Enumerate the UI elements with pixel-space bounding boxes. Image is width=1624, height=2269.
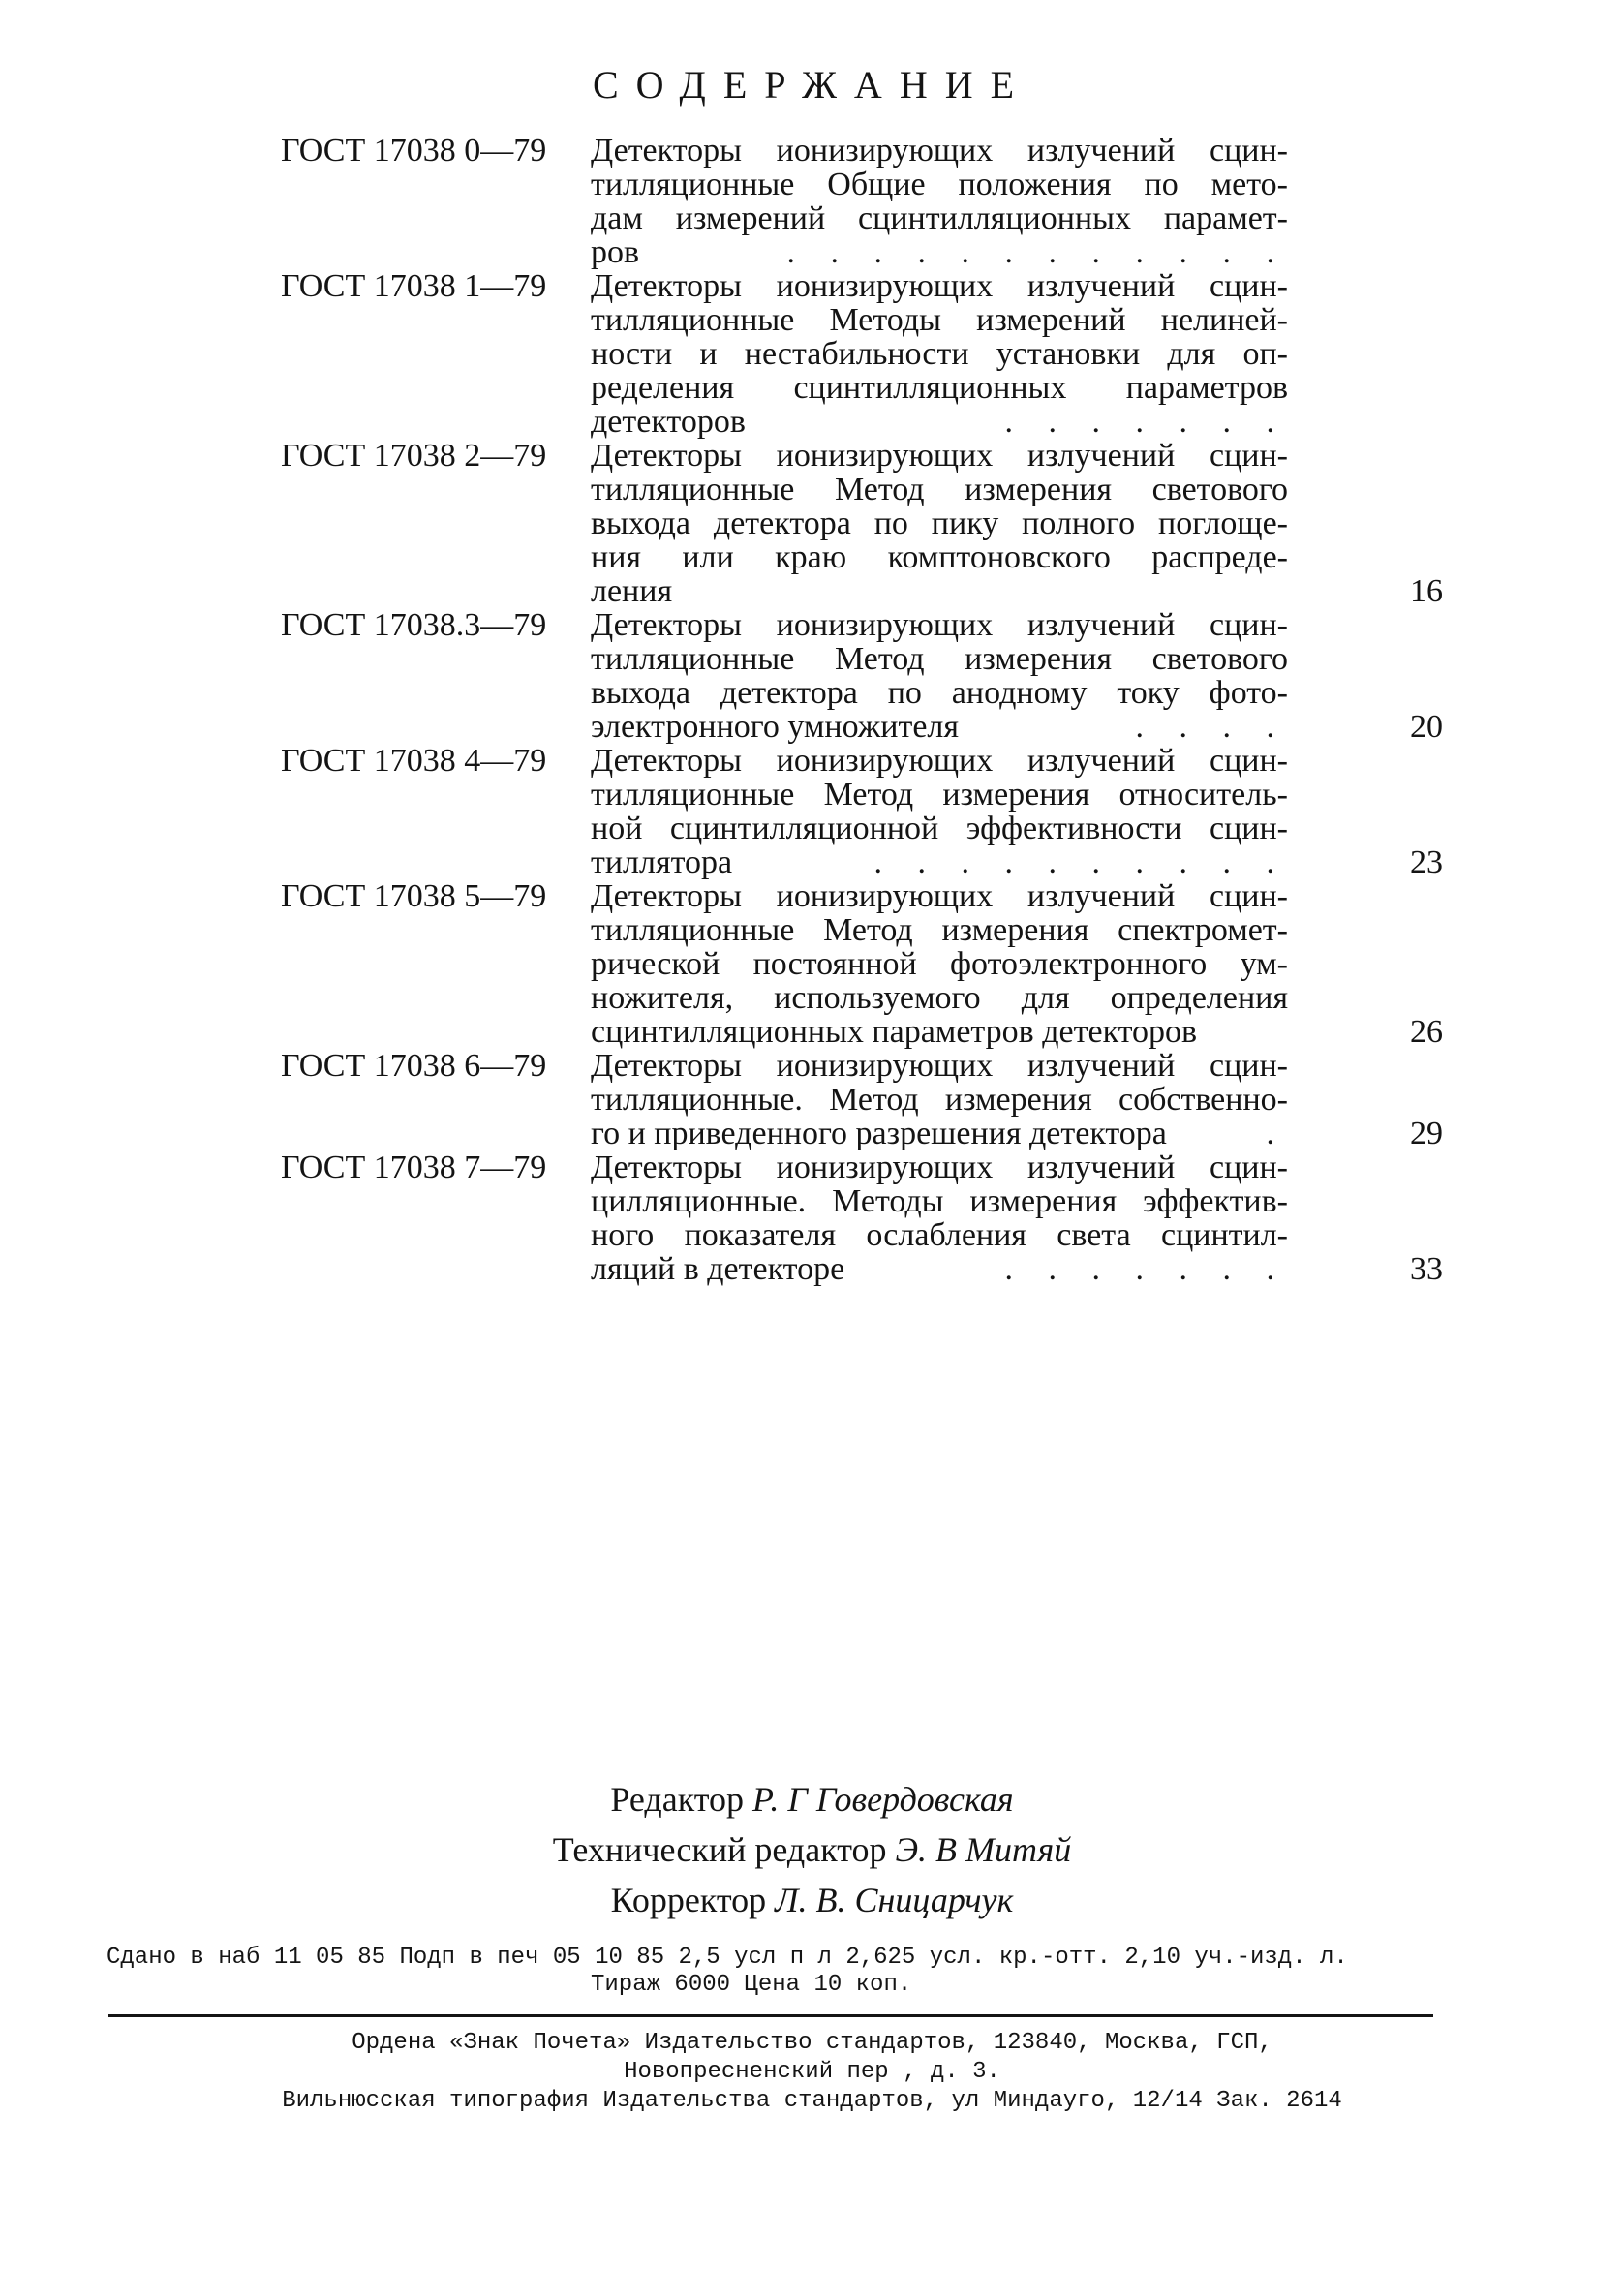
toc-entry-line-text: тиллятора [591,844,733,880]
toc-leader-dots: . . . . . . . . . . [873,844,1288,880]
toc-entry-line: цилляционные. Методы измерения эффектив- [591,1183,1288,1219]
toc-entry-line: ности и нестабильности установки для оп- [591,336,1288,372]
toc-entry [281,744,1443,879]
credit-name: Р. Г Говердовская [751,1780,1014,1819]
toc-page-number: 26 [1410,1014,1443,1050]
toc-entry-line: тилляционные Методы измерений нелиней- [591,302,1288,338]
credit-editor [0,1774,1624,1824]
toc-entry-line-text: детекторов [591,404,746,440]
printer-line: Вильнюсская типография Издательства стандартов, ул Миндауго, 12/14 Зак. 2614 [282,2088,1342,2114]
publisher-info [0,2029,1624,2116]
toc-entry-line [591,1252,1288,1286]
toc-leader-dots: . . . . . . . . . . . . [786,234,1288,270]
publisher-line: Ордена «Знак Почета» Издательство стандартов, 123840, Москва, ГСП, [352,2030,1272,2056]
toc-entry-line: тилляционные Общие положения по мето- [591,167,1288,202]
toc-entry-code: ГОСТ 17038 0—79 [281,133,547,169]
toc-entry-line-text: ления [591,573,673,609]
divider [108,2014,1433,2017]
toc-entry-code: ГОСТ 17038 1—79 [281,268,547,304]
toc-entry-line: выхода детектора по анодному току фото- [591,675,1288,711]
toc-entry-line [591,845,1288,879]
toc-leader-dots: . [1266,1116,1288,1151]
toc-entry-line [591,405,1288,439]
toc-entry-title [591,1150,1288,1286]
print-run-line: Тираж 6000 Цена 10 коп. [591,1972,912,1998]
toc-entry-code: ГОСТ 17038 2—79 [281,438,547,474]
toc-entry [281,439,1443,608]
toc-entry-line-text: го и приведенного разрешения детектора [591,1116,1167,1151]
toc-entry-code: ГОСТ 17038 6—79 [281,1048,547,1084]
toc-entry [281,879,1443,1049]
toc-entry-line: Детекторы ионизирующих излучений сцин- [591,743,1288,779]
toc-entry-title [591,744,1288,879]
toc-entry-line: Детекторы ионизирующих излучений сцин- [591,878,1288,914]
toc-page-number: 20 [1410,709,1443,745]
toc-entry [281,1150,1443,1286]
toc-entry-line-text: ляций в детекторе [591,1251,845,1287]
toc-entry [281,269,1443,439]
toc-entry-line: Детекторы ионизирующих излучений сцин- [591,268,1288,304]
toc-entry-line [591,1015,1288,1049]
toc-entry-line-text: сцинтилляционных параметров детекторов [591,1014,1198,1050]
toc-entry-line: ной сцинтилляционной эффективности сцин- [591,811,1288,846]
credit-role: Корректор [610,1881,767,1919]
toc-entry-line: тилляционные Метод измерения светового [591,472,1288,507]
toc-entry-line: тилляционные. Метод измерения собственно- [591,1082,1288,1118]
toc-entry [281,1049,1443,1150]
print-details-line: Сдано в наб 11 05 85 Подп в печ 05 10 85 2,5 усл п л 2,625 усл. кр.-отт. 2,10 уч.-изд. л. [107,1945,1348,1971]
toc-entry-title [591,439,1288,608]
credit-role: Технический редактор [552,1830,887,1869]
toc-entry-line: тилляционные Метод измерения светового [591,641,1288,677]
credits [0,1774,1624,1925]
toc-leader-dots: . . . . . . . [1004,1251,1288,1287]
toc-entry-code: ГОСТ 17038 7—79 [281,1150,547,1185]
credit-name: Э. В Митяй [895,1830,1072,1869]
toc-entry-title [591,879,1288,1049]
credit-tech-editor [0,1824,1624,1875]
toc-entry-code: ГОСТ 17038 4—79 [281,743,547,779]
toc-entry-line-text: ров [591,234,640,270]
toc-entry [281,608,1443,744]
toc-entry-line: ния или краю комптоновского распреде- [591,539,1288,575]
toc-entry-line: рической постоянной фотоэлектронного ум- [591,946,1288,982]
publisher-address-line: Новопресненский пер , д. 3. [624,2059,1000,2085]
page-title: СОДЕРЖАНИЕ [592,63,1032,107]
toc-leader-dots: . . . . . . . [1004,404,1288,440]
toc-entry-code: ГОСТ 17038.3—79 [281,607,547,643]
toc-entry-line: Детекторы ионизирующих излучений сцин- [591,1150,1288,1185]
table-of-contents [281,134,1443,1286]
toc-entry [281,134,1443,269]
toc-entry-line [591,710,1288,744]
toc-page-number: 33 [1410,1251,1443,1287]
toc-entry-line: Детекторы ионизирующих излучений сцин- [591,607,1288,643]
toc-entry-line: тилляционные Метод измерения относитель- [591,777,1288,813]
toc-leader-dots: . . . . [1135,709,1288,745]
toc-entry-line: Детекторы ионизирующих излучений сцин- [591,1048,1288,1084]
toc-entry-line [591,574,1288,608]
toc-entry-line: выхода детектора по пику полного поглоще- [591,506,1288,541]
toc-page-number: 16 [1410,573,1443,609]
toc-entry-title [591,608,1288,744]
credit-role: Редактор [610,1780,744,1819]
toc-entry-line: ного показателя ослабления света сцинтил- [591,1217,1288,1253]
toc-entry-line: дам измерений сцинтилляционных парамет- [591,200,1288,236]
toc-entry-line-text: электронного умножителя [591,709,960,745]
credit-name: Л. В. Сницарчук [775,1881,1014,1919]
toc-page-number: 29 [1410,1116,1443,1151]
toc-entry-title [591,1049,1288,1150]
toc-entry-line: Детекторы ионизирующих излучений сцин- [591,133,1288,169]
toc-entry-title [591,269,1288,439]
toc-entry-line [591,1117,1288,1150]
toc-entry-title [591,134,1288,269]
toc-entry-line: тилляционные Метод измерения спектромет- [591,912,1288,948]
toc-page-number: 23 [1410,844,1443,880]
print-details [107,1945,1462,1999]
toc-entry-line: ножителя, используемого для определения [591,980,1288,1016]
toc-entry-line: Детекторы ионизирующих излучений сцин- [591,438,1288,474]
toc-entry-code: ГОСТ 17038 5—79 [281,878,547,914]
toc-entry-line [591,235,1288,269]
credit-proofreader [0,1875,1624,1925]
toc-entry-line: ределения сцинтилляционных параметров [591,370,1288,406]
